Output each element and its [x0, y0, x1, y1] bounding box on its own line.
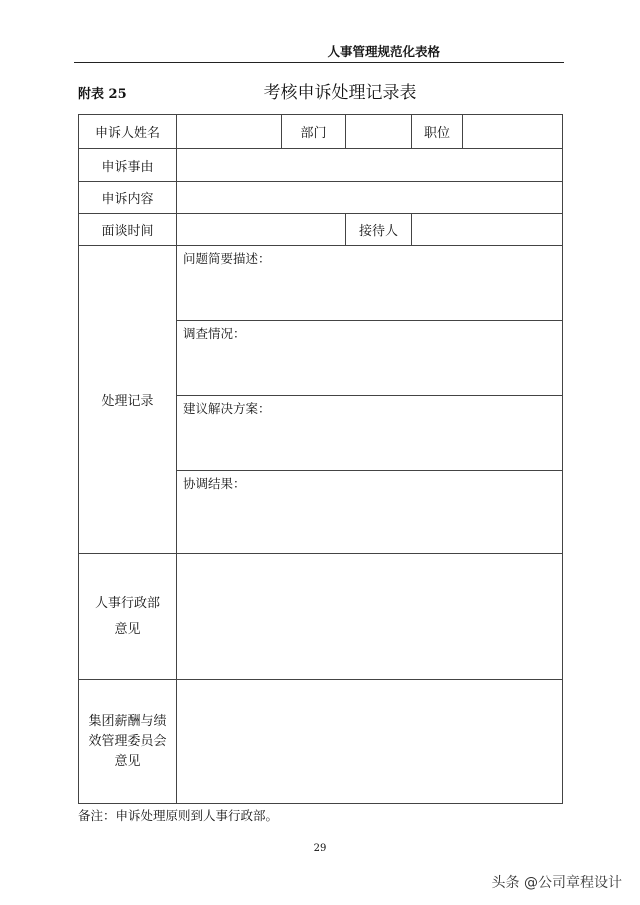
row-content: [79, 182, 563, 214]
appendix-ref: 附表 25: [78, 87, 127, 102]
row-applicant: [79, 115, 563, 149]
section-coordination-result[interactable]: [177, 471, 562, 553]
label-reason: 申诉事由: [79, 149, 177, 182]
form-title: 考核申诉处理记录表: [263, 83, 417, 103]
field-hr-opinion[interactable]: [177, 554, 563, 680]
field-content[interactable]: [177, 182, 563, 214]
label-record: 处理记录: [79, 246, 177, 554]
row-record: [79, 246, 563, 554]
section-investigation[interactable]: [177, 321, 562, 396]
label-receiver: 接待人: [346, 214, 412, 246]
label-position: 职位: [412, 115, 463, 149]
label-line: 意见: [114, 753, 141, 769]
label-line: 意见: [114, 621, 141, 637]
label-line: 效管理委员会: [88, 733, 167, 749]
row-interview: [79, 214, 563, 246]
field-receiver[interactable]: [412, 214, 563, 246]
label-interview-time: 面谈时间: [79, 214, 177, 246]
label-line: 人事行政部: [94, 595, 160, 611]
field-reason[interactable]: [177, 149, 563, 182]
field-department[interactable]: [346, 115, 412, 149]
label-committee-opinion: [79, 680, 177, 804]
running-header: 人事管理规范化表格: [327, 44, 440, 59]
label-line: 集团薪酬与绩: [88, 713, 167, 729]
page-number: 29: [313, 843, 327, 854]
record-sections: [177, 246, 563, 554]
row-reason: [79, 149, 563, 182]
header-rule: [74, 62, 564, 63]
label-content: 申诉内容: [79, 182, 177, 214]
field-position[interactable]: [463, 115, 563, 149]
field-applicant-name[interactable]: [177, 115, 282, 149]
section-problem-description[interactable]: [177, 246, 562, 321]
label-department: 部门: [282, 115, 346, 149]
source-watermark: 头条 @公司章程设计: [491, 875, 622, 891]
section-label: 问题简要描述：: [183, 251, 271, 266]
field-committee-opinion[interactable]: [177, 680, 563, 804]
field-interview-time[interactable]: [177, 214, 346, 246]
footnote: 备注：申诉处理原则到人事行政部。: [78, 808, 279, 823]
row-committee-opinion: [79, 680, 563, 804]
section-label: 建议解决方案：: [183, 401, 271, 416]
appeal-record-table: [78, 114, 563, 804]
row-hr-opinion: [79, 554, 563, 680]
label-hr-opinion: [79, 554, 177, 680]
label-applicant-name: 申诉人姓名: [79, 115, 177, 149]
section-label: 协调结果：: [183, 476, 246, 491]
section-label: 调查情况：: [183, 326, 246, 341]
section-proposed-solution[interactable]: [177, 396, 562, 471]
